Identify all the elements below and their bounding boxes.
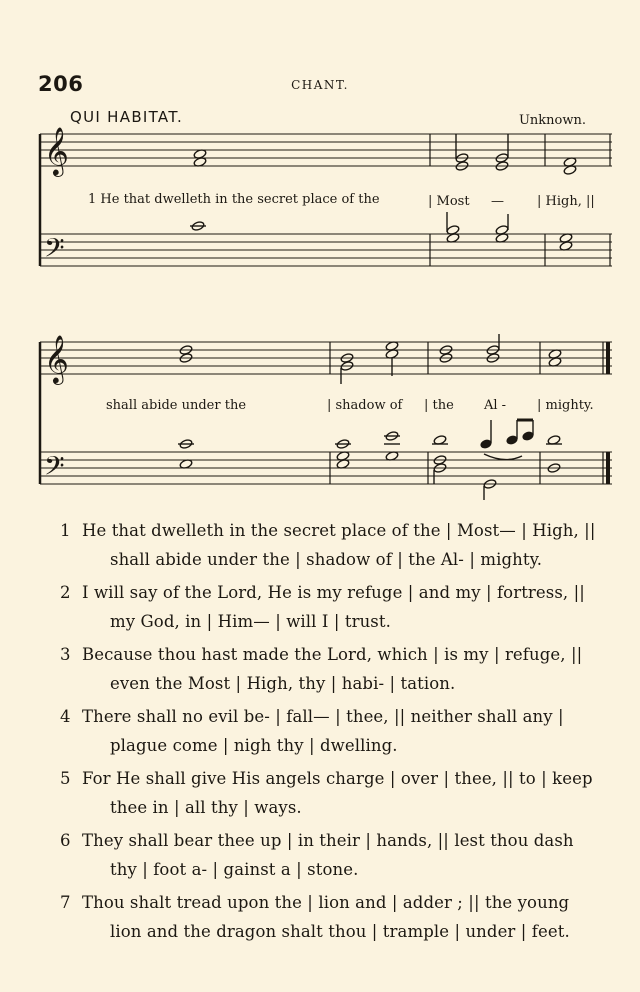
running-head: CHANT.: [291, 78, 349, 92]
bass-staff-2: [40, 452, 612, 484]
verse-line: my God, in | Him— | will I | trust.: [110, 612, 391, 631]
bass-clef-icon: 𝄢: [44, 450, 65, 488]
underlay-dash: —: [491, 194, 504, 209]
treble-clef-icon: 𝄞: [44, 126, 69, 175]
verse-number: 3: [60, 645, 71, 664]
bass-staff-1: [40, 234, 612, 266]
composer-credit: Unknown.: [518, 113, 586, 128]
verse: [60, 764, 600, 822]
verse: [60, 516, 600, 574]
verse: [60, 640, 600, 698]
verse-number: 1: [60, 521, 71, 540]
notes: [178, 334, 562, 500]
verse-line: plague come | nigh thy | dwelling.: [110, 736, 398, 755]
treble-staff-1: [40, 134, 612, 166]
verse-number: 4: [60, 707, 71, 726]
verse-line: For He shall give His angels charge | over | thee, || to | keep: [82, 769, 593, 788]
verse-number: 6: [60, 831, 71, 850]
verse-line: There shall no evil be- | fall— | thee, || neither shall any |: [82, 707, 564, 726]
verse-line: Thou shalt tread upon the | lion and | adder ; || the young: [82, 893, 570, 912]
underlay-words-2: shall abide under the: [106, 398, 247, 413]
verse-line: shall abide under the | shadow of | the Al- | mighty.: [110, 550, 543, 569]
verse-line: even the Most | High, thy | habi- | tation.: [110, 674, 456, 693]
hymn-title: QUI HABITAT.: [70, 108, 184, 126]
verse-number: 7: [60, 893, 71, 912]
treble-staff-2: [40, 342, 612, 374]
verse-line: thee in | all thy | ways.: [110, 798, 302, 817]
verse: [60, 826, 600, 884]
underlay-bar-high: | High, ||: [537, 194, 595, 209]
verse-line: Because thou hast made the Lord, which | is my | refuge, ||: [82, 645, 583, 664]
system-2: [40, 334, 612, 500]
filled-notes: [480, 420, 534, 449]
treble-clef-icon: 𝄞: [44, 334, 69, 383]
verse-line: I will say of the Lord, He is my refuge | and my | fortress, ||: [82, 583, 585, 602]
verse-number: 5: [60, 769, 71, 788]
verse-line: They shall bear thee up | in their | hands, || lest thou dash: [82, 831, 574, 850]
underlay-al: Al -: [484, 398, 507, 413]
verse-line: lion and the dragon shalt thou | trample | under | feet.: [110, 922, 570, 941]
underlay-bar-most: | Most: [428, 194, 470, 209]
underlay-words-1: 1 He that dwelleth in the secret place of the: [88, 192, 380, 207]
verse-line: He that dwelleth in the secret place of the | Most— | High, ||: [82, 521, 596, 540]
underlay-bar-mighty: | mighty.: [537, 398, 594, 413]
underlay-bar-shadow: | shadow of: [327, 398, 403, 413]
verse-number: 2: [60, 583, 71, 602]
bass-clef-icon: 𝄢: [44, 232, 65, 270]
verse-line: thy | foot a- | gainst a | stone.: [110, 860, 359, 879]
page-number: 206: [38, 72, 84, 96]
verse: [60, 578, 600, 636]
verse-list: [60, 516, 600, 950]
verse: [60, 888, 600, 946]
underlay-bar-the: | the: [424, 398, 454, 413]
verse: [60, 702, 600, 760]
